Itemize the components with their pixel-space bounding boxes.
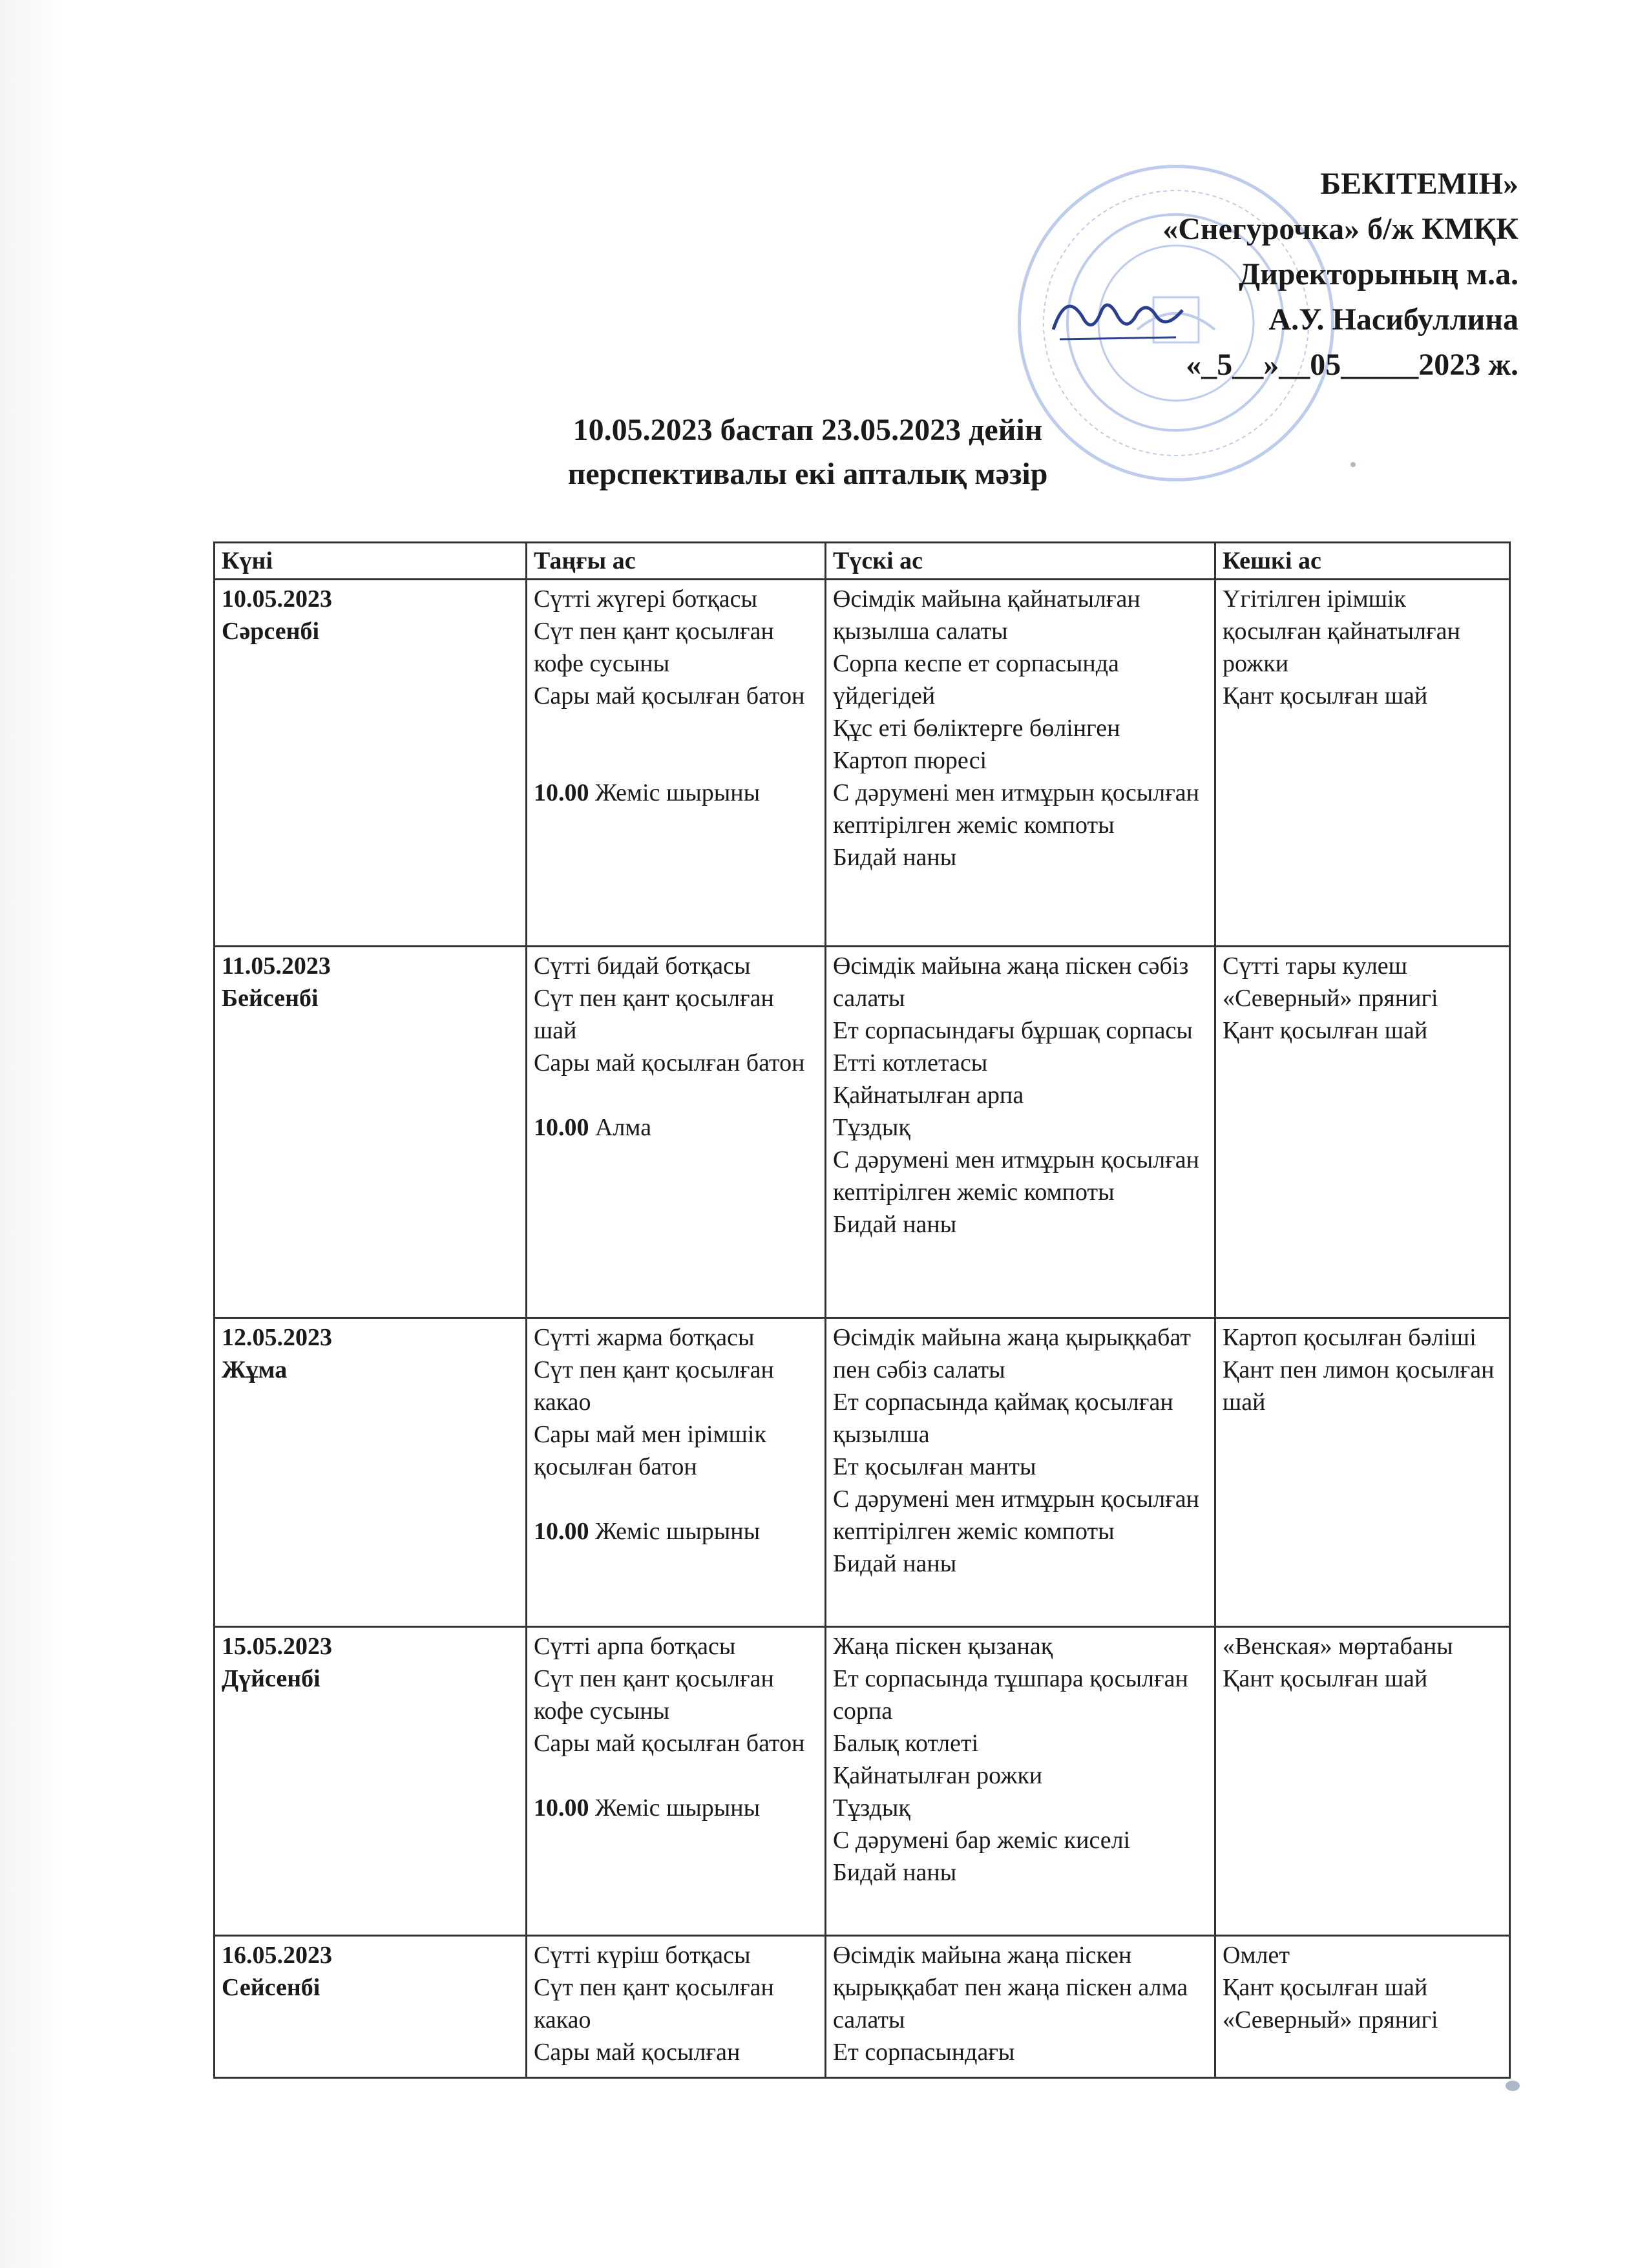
snack-time: 10.00 bbox=[534, 779, 589, 806]
dinner-item: Қант қосылған шай bbox=[1223, 1017, 1428, 1044]
header-dinner: Кешкі ас bbox=[1215, 543, 1510, 580]
lunch-item: С дәрумені бар жеміс киселі bbox=[833, 1827, 1131, 1854]
lunch-item: С дәрумені мен итмұрын қосылған кептірілген жеміс компоты bbox=[833, 779, 1200, 839]
breakfast-item: Сүтті жүгері ботқасы bbox=[534, 585, 758, 613]
lunch-item: Қайнатылған рожки bbox=[833, 1762, 1043, 1789]
lunch-item: Ет сорпасындағы бұршақ сорпасы bbox=[833, 1017, 1193, 1044]
header-day: Күні bbox=[215, 543, 527, 580]
menu-table-body bbox=[215, 580, 1510, 2078]
dinner-item: Қант қосылған шай bbox=[1223, 682, 1428, 709]
date-text: 12.05.2023 bbox=[222, 1324, 332, 1351]
snack-item: Жеміс шырыны bbox=[595, 1794, 761, 1822]
lunch-item: Балық котлеті bbox=[833, 1730, 979, 1757]
breakfast-item: Сары май қосылған батон bbox=[534, 682, 805, 709]
approval-line-4: А.У. Насибуллина bbox=[1268, 302, 1518, 337]
dinner-item: Картоп қосылған бәліші bbox=[1223, 1324, 1476, 1351]
date-text: 10.05.2023 bbox=[222, 585, 332, 613]
breakfast-cell bbox=[527, 1936, 826, 2078]
spacer bbox=[534, 1759, 818, 1792]
title-line-2: перспективалы екі апталық мәзір bbox=[567, 457, 1048, 491]
approval-block bbox=[1002, 162, 1518, 388]
lunch-item: Құс еті бөліктерге бөлінген bbox=[833, 715, 1120, 742]
dinner-item: Сүтті тары кулеш bbox=[1223, 952, 1407, 980]
dinner-item: «Северный» прянигі bbox=[1223, 985, 1438, 1012]
table-row bbox=[215, 580, 1510, 947]
dinner-item: Үгітілген ірімшік қосылған қайнатылған рожки bbox=[1223, 585, 1460, 677]
breakfast-item: Сүт пен қант қосылған шай bbox=[534, 985, 774, 1044]
breakfast-cell bbox=[527, 580, 826, 947]
lunch-cell bbox=[826, 580, 1215, 947]
spacer bbox=[534, 1079, 818, 1111]
dinner-cell bbox=[1215, 1627, 1510, 1936]
lunch-item: Өсімдік майына жаңа піскен қырыққабат пен жаңа піскен алма салаты bbox=[833, 1942, 1188, 2033]
lunch-item: С дәрумені мен итмұрын қосылған кептірілген жеміс компоты bbox=[833, 1486, 1200, 1545]
snack-line bbox=[534, 777, 818, 809]
lunch-item: Өсімдік майына қайнатылған қызылша салаты bbox=[833, 585, 1140, 645]
lunch-item: Бидай наны bbox=[833, 1550, 957, 1577]
approval-line-3: Директорының м.а. bbox=[1239, 257, 1518, 291]
lunch-item: Қайнатылған арпа bbox=[833, 1082, 1024, 1109]
dinner-item: Қант қосылған шай bbox=[1223, 1665, 1428, 1692]
day-cell bbox=[215, 1627, 527, 1936]
breakfast-item: Сүт пен қант қосылған кофе сусыны bbox=[534, 618, 774, 677]
lunch-item: Бидай наны bbox=[833, 844, 957, 871]
table-row bbox=[215, 947, 1510, 1318]
scan-edge-shadow bbox=[0, 0, 65, 2268]
snack-time: 10.00 bbox=[534, 1114, 589, 1141]
document-title bbox=[388, 408, 1228, 496]
breakfast-item: Сары май қосылған батон bbox=[534, 1049, 805, 1076]
lunch-item: Бидай наны bbox=[833, 1211, 957, 1238]
breakfast-cell bbox=[527, 947, 826, 1318]
weekday-text: Сәрсенбі bbox=[222, 618, 320, 645]
snack-line bbox=[534, 1792, 818, 1824]
spacer bbox=[534, 1483, 818, 1515]
menu-table bbox=[213, 541, 1511, 2079]
lunch-item: Етті котлетасы bbox=[833, 1049, 988, 1076]
breakfast-item: Сүтті бидай ботқасы bbox=[534, 952, 751, 980]
table-row bbox=[215, 1936, 1510, 2078]
lunch-item: Өсімдік майына жаңа қырыққабат пен сәбіз салаты bbox=[833, 1324, 1191, 1383]
table-header-row bbox=[215, 543, 1510, 580]
lunch-item: Сорпа кеспе ет сорпасында үйдегідей bbox=[833, 650, 1119, 709]
lunch-item: Ет қосылған манты bbox=[833, 1453, 1036, 1480]
day-cell bbox=[215, 1936, 527, 2078]
snack-line bbox=[534, 1111, 818, 1144]
dinner-item: Қант пен лимон қосылған шай bbox=[1223, 1356, 1495, 1416]
date-text: 11.05.2023 bbox=[222, 952, 331, 980]
title-line-1: 10.05.2023 бастап 23.05.2023 дейін bbox=[572, 413, 1043, 447]
breakfast-cell bbox=[527, 1318, 826, 1627]
breakfast-item: Сүтті арпа ботқасы bbox=[534, 1633, 736, 1660]
breakfast-cell bbox=[527, 1627, 826, 1936]
approval-line-1: БЕКІТЕМІН» bbox=[1320, 167, 1518, 201]
lunch-cell bbox=[826, 1627, 1215, 1936]
lunch-item: С дәрумені мен итмұрын қосылған кептірілген жеміс компоты bbox=[833, 1146, 1200, 1206]
scan-speck bbox=[1350, 462, 1356, 467]
snack-item: Алма bbox=[595, 1114, 652, 1141]
breakfast-item: Сары май қосылған bbox=[534, 2039, 740, 2066]
snack-item: Жеміс шырыны bbox=[595, 779, 761, 806]
lunch-item: Ет сорпасында қаймақ қосылған қызылша bbox=[833, 1389, 1173, 1448]
weekday-text: Сейсенбі bbox=[222, 1974, 320, 2001]
lunch-item: Ет сорпасындағы bbox=[833, 2039, 1015, 2066]
dinner-item: «Венская» мөртабаны bbox=[1223, 1633, 1453, 1660]
lunch-item: Бидай наны bbox=[833, 1859, 957, 1886]
day-cell bbox=[215, 580, 527, 947]
dinner-item: «Северный» прянигі bbox=[1223, 2006, 1438, 2033]
snack-item: Жеміс шырыны bbox=[595, 1518, 761, 1545]
weekday-text: Дүйсенбі bbox=[222, 1665, 320, 1692]
dinner-cell bbox=[1215, 947, 1510, 1318]
lunch-item: Картоп пюресі bbox=[833, 747, 987, 774]
lunch-item: Тұздық bbox=[833, 1794, 910, 1822]
lunch-cell bbox=[826, 1318, 1215, 1627]
dinner-item: Омлет bbox=[1223, 1942, 1290, 1969]
lunch-item: Өсімдік майына жаңа піскен сәбіз салаты bbox=[833, 952, 1189, 1012]
dinner-item: Қант қосылған шай bbox=[1223, 1974, 1428, 2001]
weekday-text: Бейсенбі bbox=[222, 985, 319, 1012]
lunch-item: Жаңа піскен қызанақ bbox=[833, 1633, 1053, 1660]
table-row bbox=[215, 1318, 1510, 1627]
snack-time: 10.00 bbox=[534, 1518, 589, 1545]
snack-line bbox=[534, 1515, 818, 1548]
approval-line-5: «_5__»__05_____2023 ж. bbox=[1186, 348, 1518, 382]
breakfast-item: Сүт пен қант қосылған кофе сусыны bbox=[534, 1665, 774, 1725]
snack-time: 10.00 bbox=[534, 1794, 589, 1822]
lunch-cell bbox=[826, 947, 1215, 1318]
date-text: 16.05.2023 bbox=[222, 1942, 332, 1969]
lunch-cell bbox=[826, 1936, 1215, 2078]
lunch-item: Тұздық bbox=[833, 1114, 910, 1141]
lunch-item: Ет сорпасында тұшпара қосылған сорпа bbox=[833, 1665, 1188, 1725]
table-row bbox=[215, 1627, 1510, 1936]
breakfast-item: Сүтті жарма ботқасы bbox=[534, 1324, 755, 1351]
scan-speck bbox=[1506, 2081, 1520, 2091]
breakfast-item: Сары май мен ірімшік қосылған батон bbox=[534, 1421, 766, 1480]
date-text: 15.05.2023 bbox=[222, 1633, 332, 1660]
header-lunch: Түскі ас bbox=[826, 543, 1215, 580]
dinner-cell bbox=[1215, 1318, 1510, 1627]
breakfast-item: Сүт пен қант қосылған какао bbox=[534, 1974, 774, 2033]
approval-line-2: «Снегурочка» б/ж КМҚК bbox=[1162, 212, 1518, 246]
breakfast-item: Сүтті күріш ботқасы bbox=[534, 1942, 751, 1969]
header-breakfast: Таңғы ас bbox=[527, 543, 826, 580]
breakfast-item: Сары май қосылған батон bbox=[534, 1730, 805, 1757]
day-cell bbox=[215, 1318, 527, 1627]
dinner-cell bbox=[1215, 1936, 1510, 2078]
spacer bbox=[534, 712, 818, 777]
day-cell bbox=[215, 947, 527, 1318]
weekday-text: Жұма bbox=[222, 1356, 288, 1383]
breakfast-item: Сүт пен қант қосылған какао bbox=[534, 1356, 774, 1416]
dinner-cell bbox=[1215, 580, 1510, 947]
